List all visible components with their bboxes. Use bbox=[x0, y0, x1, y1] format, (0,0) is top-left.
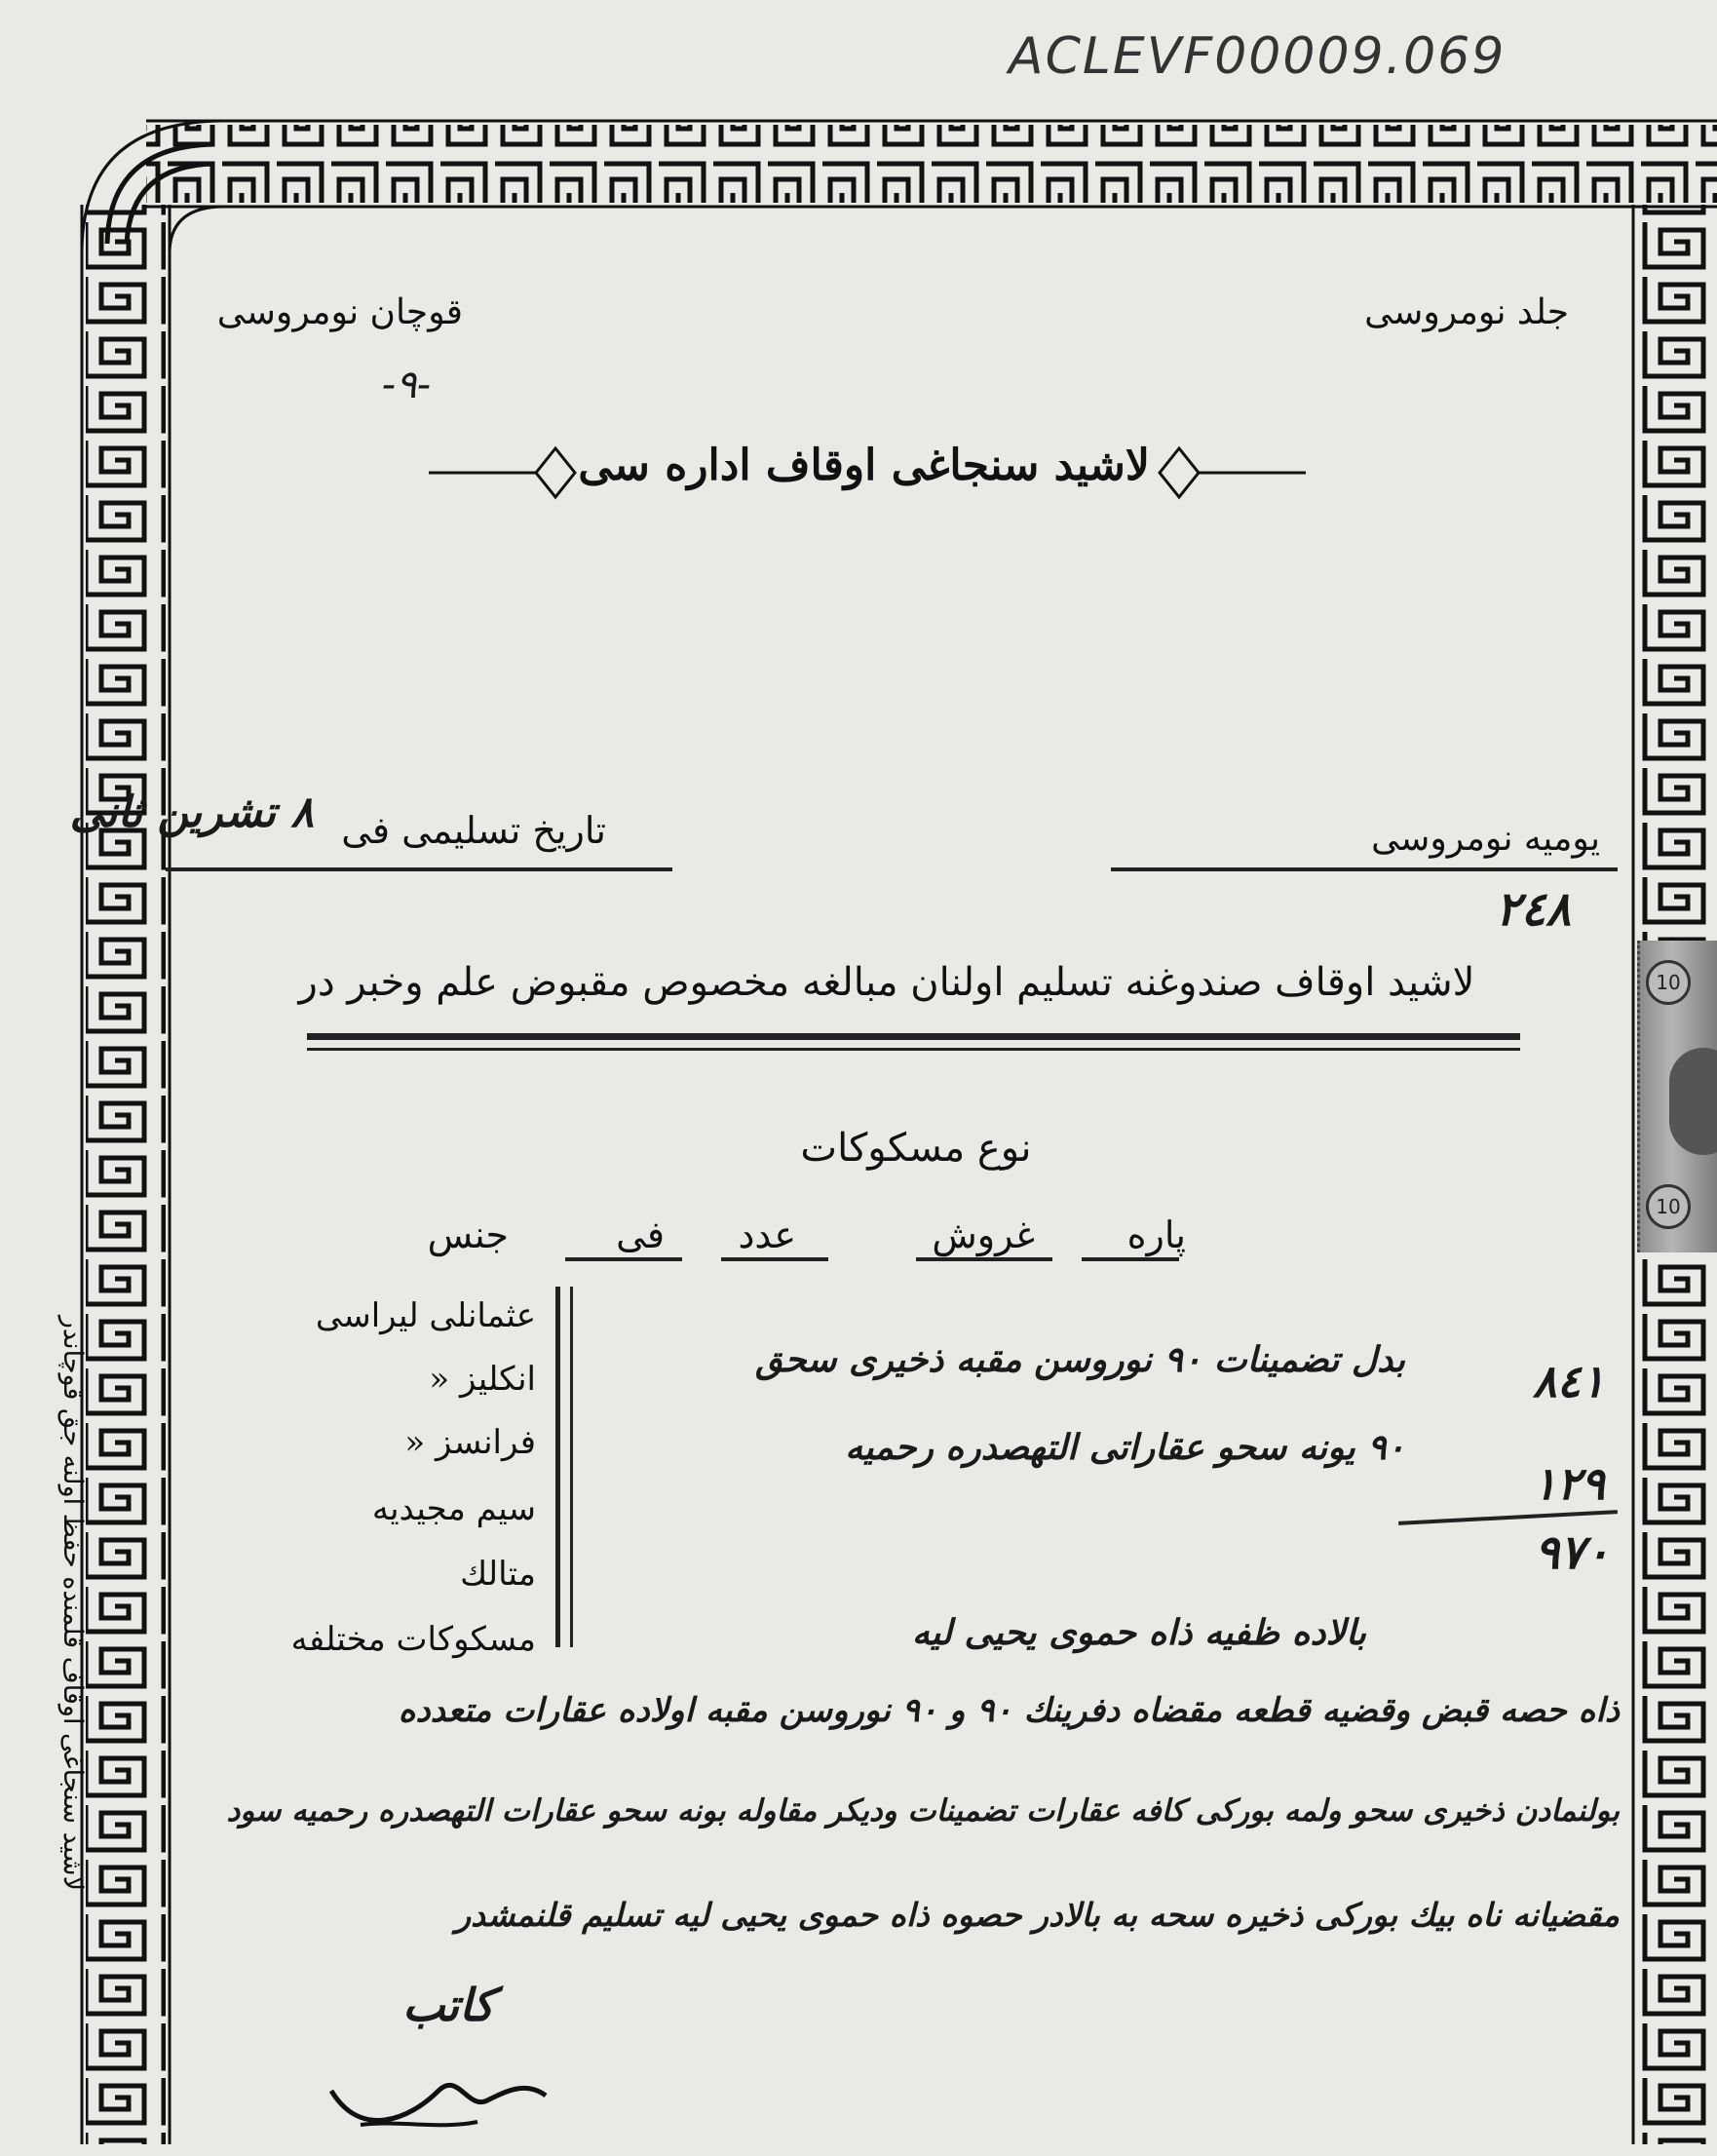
column-kind: جنس bbox=[427, 1213, 509, 1256]
archive-id: ACLEVF00009.069 bbox=[1009, 27, 1507, 86]
office-title: لاشيد سنجاغى اوقاف اداره سى bbox=[578, 441, 1150, 490]
receipt-statement: لاشيد اوقاف صندوغنه تسليم اولنان مبالغه مخصوص مقبوض علم وخبر در bbox=[298, 960, 1475, 1005]
stub-number-label: قوچان نومروسى bbox=[216, 292, 463, 332]
note-line-4: مقضيانه ناه بيك بوركى ذخيره سحه به بالادر حصوه ذاه حموى يحيى ليه تسليم قلنمشدر bbox=[455, 1896, 1620, 1934]
stamp-portrait bbox=[1669, 1048, 1717, 1155]
clerk-label: كاتب bbox=[402, 1979, 494, 2031]
coin-type-header: نوع مسكوكات bbox=[800, 1126, 1032, 1171]
entry-line-2: ٩٠ يونه سحو عقاراتى التهصدره رحميه bbox=[845, 1428, 1405, 1468]
column-piastres-underline bbox=[916, 1257, 1052, 1261]
currency-english: انكليز « bbox=[429, 1360, 536, 1399]
column-piastres: غروش bbox=[932, 1213, 1035, 1256]
amount-2: ١٢٩ bbox=[1532, 1457, 1605, 1510]
statement-rule-thick bbox=[307, 1033, 1520, 1040]
side-margin-text: لاشيد سنجاغى اوقاف قلمنده حفظ اولنه جق قوچاندر bbox=[57, 1315, 88, 1891]
stamp-value-bottom: 10 bbox=[1646, 1184, 1691, 1229]
daily-underline bbox=[1111, 867, 1618, 871]
note-line-2: ذاه حصه قبض وقضيه قطعه مقضاه دفرینك ٩٠ و ٩٠ نوروسن مقبه اولاده عقارات متعدده bbox=[398, 1691, 1620, 1730]
stub-number-value: -٩- bbox=[381, 363, 431, 407]
delivery-date-label: تاريخ تسليمى فى bbox=[341, 809, 606, 852]
column-para-underline bbox=[1082, 1257, 1179, 1261]
column-count: عدد bbox=[738, 1213, 796, 1256]
currency-ottoman-lira: عثمانلى ليراسى bbox=[315, 1296, 536, 1335]
column-count-underline bbox=[721, 1257, 828, 1261]
currency-metallik: متالك bbox=[460, 1555, 536, 1594]
statement-rule-thin bbox=[307, 1048, 1520, 1051]
entry-line-1: بدل تضمينات ٩٠ نوروسن مقبه ذخيرى سحق bbox=[755, 1340, 1405, 1380]
daily-number-value: ٢٤٨ bbox=[1495, 882, 1571, 937]
stamp-value-top: 10 bbox=[1646, 960, 1691, 1005]
currency-various: مسكوكات مختلفه bbox=[290, 1620, 536, 1659]
column-unit-price: فى bbox=[616, 1213, 665, 1256]
date-underline bbox=[166, 867, 672, 871]
volume-number-label: جلد نومروسى bbox=[1364, 292, 1569, 332]
column-unit-price-underline bbox=[565, 1257, 682, 1261]
total-amount: ٩٧٠ bbox=[1534, 1525, 1610, 1580]
currency-french: فرانسز « bbox=[404, 1423, 536, 1462]
amount-1: ٨٤١ bbox=[1532, 1355, 1605, 1407]
note-line-3: بولنمادن ذخيرى سحو ولمه بوركى كافه عقارات تضمينات وديكر مقاوله بونه سحو عقارات التهصدره رحميه سود bbox=[226, 1793, 1620, 1829]
column-para: پاره bbox=[1126, 1213, 1186, 1256]
currency-silver-mecidiye: سيم مجيديه bbox=[371, 1489, 536, 1528]
table-divider-2 bbox=[570, 1287, 573, 1647]
daily-number-label: يوميه نومروسى bbox=[1371, 819, 1600, 859]
table-divider-1 bbox=[555, 1287, 560, 1647]
note-line-1: بالاده ظفيه ذاه حموى يحيى ليه bbox=[911, 1613, 1366, 1653]
revenue-stamp bbox=[1637, 941, 1717, 1252]
delivery-date-value: ٨ تشرين ثانى bbox=[69, 788, 314, 837]
clerk-signature bbox=[322, 2052, 555, 2139]
